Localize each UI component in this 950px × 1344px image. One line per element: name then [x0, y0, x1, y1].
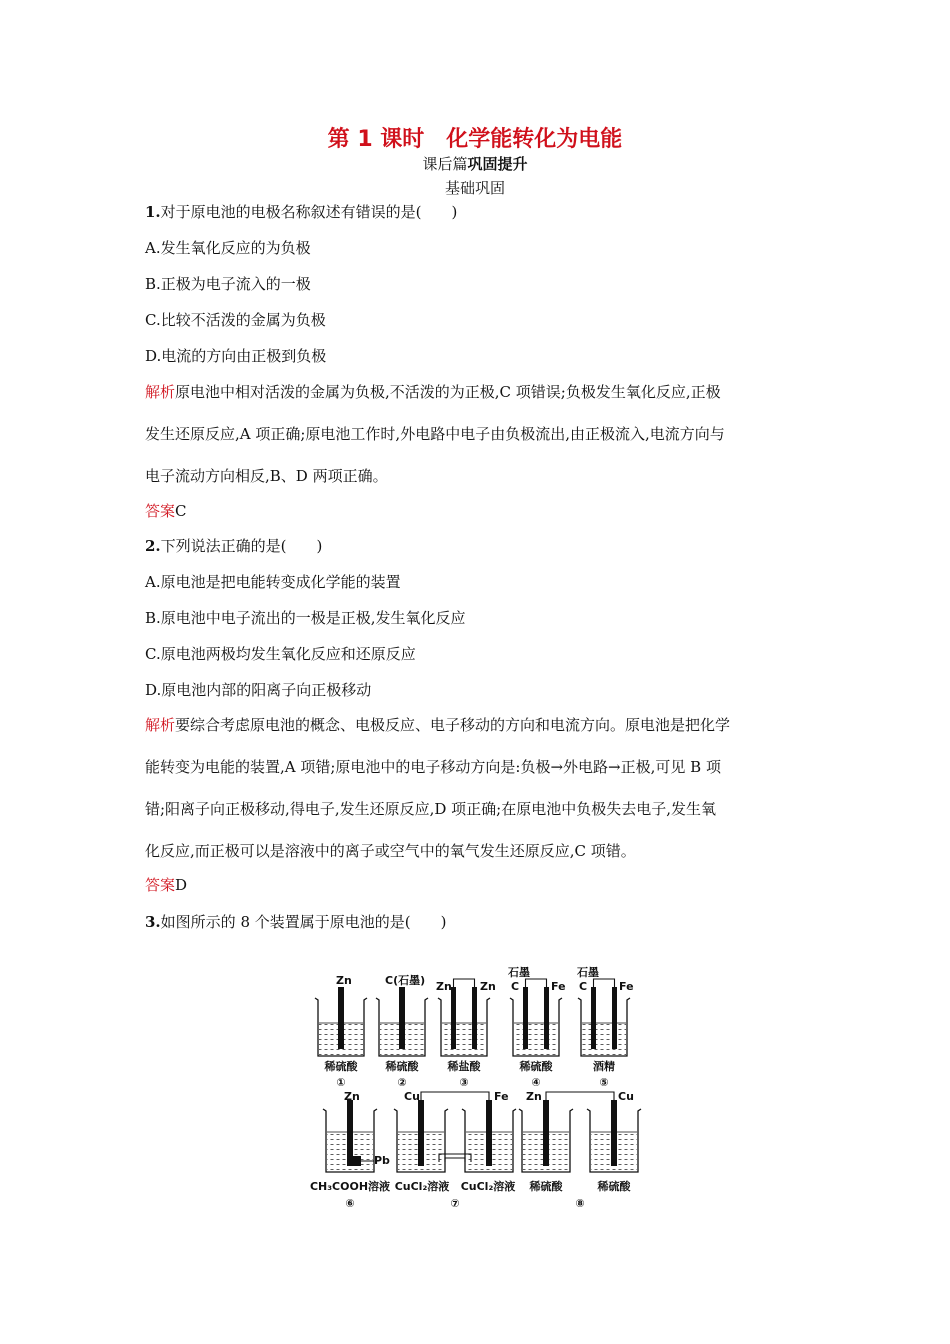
analysis-text: 要综合考虑原电池的概念、电极反应、电子移动的方向和电流方向。原电池是把化学: [175, 716, 731, 734]
solution-label: 稀盐酸: [447, 1060, 481, 1073]
device-number: ⑧: [575, 1197, 585, 1210]
question-3-stem: [145, 911, 446, 932]
electrode-label: 石墨: [577, 966, 599, 979]
solution-label: CH₃COOH溶液: [309, 1180, 391, 1193]
subtitle-prefix: 课后篇: [422, 155, 468, 173]
question-2-option-b: B.原电池中电子流出的一极是正极,发生氧化反应: [145, 609, 466, 627]
answer-label: 答案: [145, 502, 176, 520]
device-3: [436, 979, 496, 1089]
device-8: [519, 1090, 641, 1210]
device-5: [577, 965, 634, 1089]
question-2-analysis-line-1: [145, 714, 730, 735]
question-2-analysis-line-4: 化反应,而正极可以是溶液中的离子或空气中的氧气发生还原反应,C 项错。: [145, 842, 636, 860]
device-2: [376, 973, 428, 1089]
electrode-label: Zn: [526, 1090, 542, 1103]
electrode-label: Pb: [374, 1154, 390, 1167]
answer-value: D: [175, 876, 188, 894]
answer-label: 答案: [145, 876, 176, 894]
question-2-option-c: C.原电池两极均发生氧化反应和还原反应: [145, 645, 416, 663]
page-subtitle: [0, 153, 950, 174]
electrode-label: C: [511, 980, 520, 993]
electrode-label: Zn: [336, 974, 352, 987]
answer-value: C: [175, 502, 187, 520]
device-number: ⑥: [345, 1197, 355, 1210]
device-number: ④: [531, 1076, 541, 1089]
electrode-label: Zn: [344, 1090, 360, 1103]
electrode-label: Fe: [551, 980, 566, 993]
question-text: 对于原电池的电极名称叙述有错误的是( ): [160, 203, 458, 221]
electrode-label: Cu: [404, 1090, 420, 1103]
question-1-analysis-line-2: 发生还原反应,A 项正确;原电池工作时,外电路中电子由负极流出,由正极流入,电流方向与: [145, 425, 725, 443]
solution-label: 稀硫酸: [385, 1060, 419, 1073]
electrode-label: Zn: [480, 980, 496, 993]
electrode-label: Fe: [619, 980, 634, 993]
question-1-analysis-line-3: 电子流动方向相反,B、D 两项正确。: [145, 467, 388, 485]
question-1-answer: [145, 500, 187, 521]
question-1-stem: [145, 201, 457, 222]
question-2-analysis-line-3: 错;阳离子向正极移动,得电子,发生还原反应,D 项正确;在原电池中负极失去电子,发生氧: [145, 800, 716, 818]
solution-label: 稀硫酸: [529, 1180, 563, 1193]
question-number: 3.: [145, 913, 161, 931]
electrode-label: 石墨: [508, 966, 530, 979]
device-6: [310, 1090, 390, 1210]
device-number: ①: [336, 1076, 346, 1089]
electrode-label: C: [579, 980, 588, 993]
section-heading: 基础巩固: [444, 179, 505, 197]
question-2-option-a: A.原电池是把电能转变成化学能的装置: [145, 573, 401, 591]
question-2-stem: [145, 535, 322, 556]
question-1-option-c: C.比较不活泼的金属为负极: [145, 311, 326, 329]
question-1-option-a: A.发生氧化反应的为负极: [145, 239, 311, 257]
device-4: [508, 965, 566, 1089]
electrode-label: Cu: [618, 1090, 634, 1103]
solution-label: 稀硫酸: [597, 1180, 631, 1193]
analysis-label: 解析: [145, 716, 176, 734]
galvanic-cell-figure: [300, 962, 650, 1212]
device-number: ⑦: [450, 1197, 460, 1210]
electrode-label: C(石墨): [385, 974, 426, 987]
question-2-answer: [145, 874, 187, 895]
device-1: [315, 974, 367, 1089]
solution-label: 酒精: [593, 1060, 615, 1073]
question-number: 1.: [145, 203, 161, 221]
device-number: ③: [459, 1076, 469, 1089]
solution-label: 稀硫酸: [324, 1060, 358, 1073]
device-number: ⑤: [599, 1076, 609, 1089]
subtitle-bold: 巩固提升: [467, 155, 528, 173]
question-2-analysis-line-2: 能转变为电能的装置,A 项错;原电池中的电子移动方向是:负极→外电路→正极,可见 B 项: [145, 758, 721, 776]
analysis-text: 原电池中相对活泼的金属为负极,不活泼的为正极,C 项错误;负极发生氧化反应,正极: [175, 383, 721, 401]
question-number: 2.: [145, 537, 161, 555]
question-2-option-d: D.原电池内部的阳离子向正极移动: [145, 681, 372, 699]
question-1-option-d: D.电流的方向由正极到负极: [145, 347, 327, 365]
device-number: ②: [397, 1076, 407, 1089]
analysis-label: 解析: [145, 383, 176, 401]
device-7: [394, 1090, 516, 1210]
question-text: 下列说法正确的是( ): [160, 537, 323, 555]
electrode-label: Fe: [494, 1090, 509, 1103]
solution-label: 稀硫酸: [519, 1060, 553, 1073]
question-1-analysis-line-1: [145, 381, 721, 402]
electrode-label: Zn: [436, 980, 452, 993]
solution-label: CuCl₂溶液: [394, 1180, 450, 1193]
page-title: 第 1 课时 化学能转化为电能: [327, 127, 623, 152]
question-1-option-b: B.正极为电子流入的一极: [145, 275, 311, 293]
solution-label: CuCl₂溶液: [460, 1180, 516, 1193]
question-text: 如图所示的 8 个装置属于原电池的是( ): [160, 913, 447, 931]
